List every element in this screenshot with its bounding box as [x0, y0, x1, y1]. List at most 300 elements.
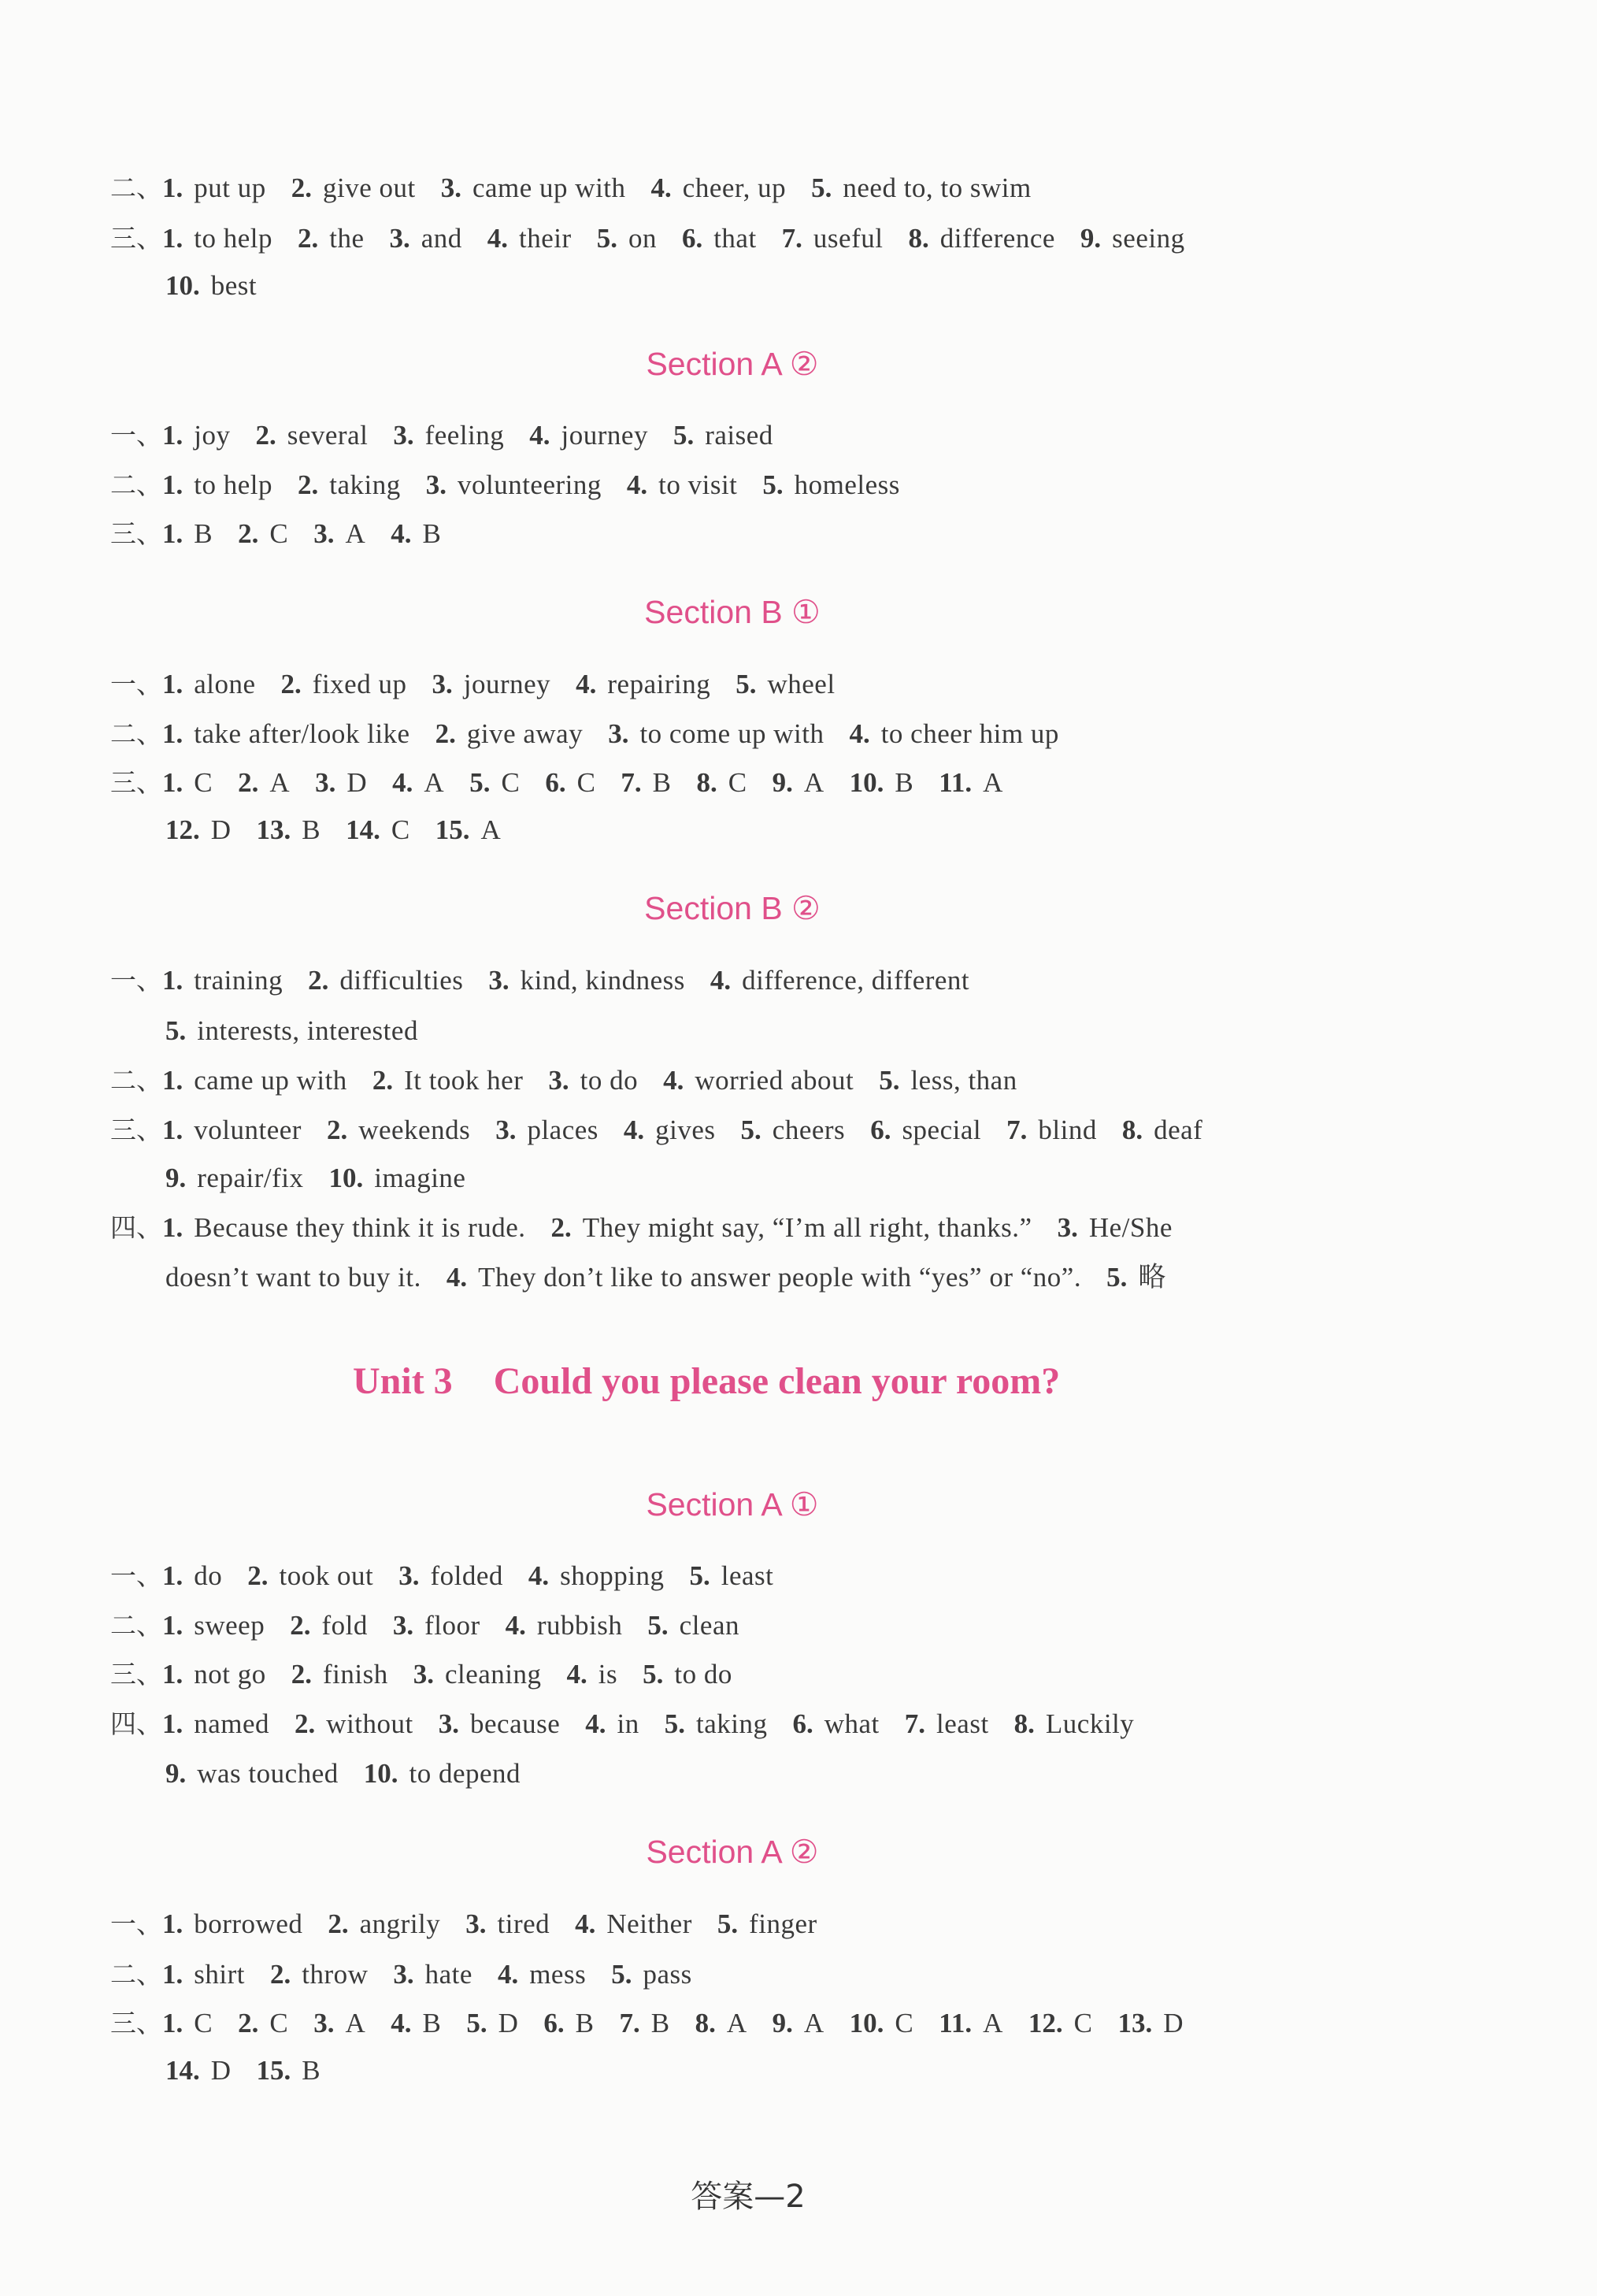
section-heading: Section B ②	[644, 890, 821, 926]
question-number: 2.	[291, 1659, 312, 1690]
question-number: 5.	[879, 1065, 900, 1096]
answer-line	[110, 1112, 1503, 1148]
part-marker: 四、	[110, 1212, 162, 1243]
part-marker: 三、	[110, 223, 162, 254]
question-number: 3.	[389, 223, 410, 254]
answer-text: clean	[679, 1610, 739, 1641]
question-number: 3.	[465, 1908, 487, 1939]
answer-text: borrowed	[194, 1908, 303, 1939]
answer-text: shirt	[194, 1959, 245, 1990]
answer-text: B	[302, 2055, 321, 2086]
question-number: 5.	[811, 172, 832, 203]
question-number: 2.	[255, 420, 276, 451]
question-number: 3.	[488, 965, 509, 996]
answer-text: C	[895, 2008, 914, 2038]
part-marker: 二、	[110, 718, 162, 749]
question-number: 4.	[497, 1959, 519, 1990]
answer-line	[110, 221, 1503, 257]
question-number: 8.	[696, 767, 717, 798]
question-number: 5.	[469, 767, 491, 798]
answer-text: because	[470, 1708, 561, 1739]
question-number: 1.	[162, 1908, 183, 1939]
answer-text: B	[895, 767, 914, 798]
part-marker: 三、	[110, 767, 162, 798]
part-marker: 一、	[110, 1908, 162, 1939]
part-marker: 一、	[110, 420, 162, 451]
question-number: 4.	[575, 1908, 596, 1939]
question-number: 5.	[165, 1015, 187, 1046]
answer-text: A	[726, 2008, 747, 2038]
answer-line	[110, 2005, 1503, 2042]
answer-text: Neither	[606, 1908, 692, 1939]
answer-text: the	[329, 223, 365, 254]
answer-text: throw	[302, 1959, 369, 1990]
answer-text: to cheer him up	[880, 718, 1059, 749]
answer-line	[110, 765, 1503, 801]
question-number: 4.	[710, 965, 732, 996]
answer-line	[110, 467, 1503, 503]
question-number: 7.	[904, 1708, 926, 1739]
question-number: 7.	[781, 223, 802, 254]
question-number: 7.	[1006, 1115, 1028, 1145]
answer-text: C	[194, 2008, 213, 2038]
question-number: 1.	[162, 1212, 183, 1243]
answer-text: places	[527, 1115, 598, 1145]
question-number: 10.	[849, 2008, 884, 2038]
answer-text: difference, different	[742, 965, 970, 996]
answer-text: that	[713, 223, 757, 254]
question-number: 4.	[505, 1610, 526, 1641]
answer-text: fixed up	[312, 669, 407, 699]
answer-text: A	[424, 767, 445, 798]
question-number: 12.	[1028, 2008, 1063, 2038]
answer-text: need to, to swim	[843, 172, 1032, 203]
question-number: 4.	[623, 1115, 645, 1145]
unit-title-text: Could you please clean your room?	[493, 1360, 1061, 1402]
question-number: 11.	[939, 2008, 973, 2038]
part-marker: 一、	[110, 1560, 162, 1591]
answer-text: less, than	[910, 1065, 1017, 1096]
question-number: 1.	[162, 469, 183, 500]
question-number: 1.	[162, 1560, 183, 1591]
question-number: 14.	[165, 2055, 200, 2086]
question-number: 4.	[391, 2008, 412, 2038]
section-heading: Section B ①	[644, 594, 821, 630]
question-number: 3.	[392, 1610, 414, 1641]
question-number: 2.	[550, 1212, 572, 1243]
answer-text: C	[576, 767, 596, 798]
question-number: 3.	[438, 1708, 459, 1739]
answer-text: interests, interested	[197, 1015, 418, 1046]
answer-text: several	[287, 420, 369, 451]
question-number: 2.	[238, 518, 259, 549]
question-number: 5.	[647, 1610, 669, 1641]
answer-line	[110, 1210, 1503, 1246]
answer-line-continued	[165, 1756, 1503, 1792]
question-number: 4.	[528, 1560, 550, 1591]
answer-text: shopping	[560, 1560, 665, 1591]
answer-text: cleaning	[444, 1659, 542, 1690]
question-number: 2.	[238, 2008, 259, 2038]
question-number: 4.	[529, 420, 550, 451]
part-marker: 三、	[110, 1115, 162, 1145]
answer-line-continued	[165, 2053, 1503, 2089]
answer-text: took out	[279, 1560, 374, 1591]
question-number: 6.	[792, 1708, 813, 1739]
answer-line-continued	[165, 1013, 1503, 1049]
question-number: 1.	[162, 669, 183, 699]
answer-text: B	[302, 814, 321, 845]
answer-text: C	[391, 814, 410, 845]
question-number: 2.	[247, 1560, 269, 1591]
answer-text: taking	[696, 1708, 768, 1739]
section-heading: Section A ①	[646, 1486, 819, 1523]
answer-line	[110, 1558, 1503, 1594]
answer-text: deaf	[1154, 1115, 1203, 1145]
part-marker: 二、	[110, 172, 162, 203]
question-number: 2.	[372, 1065, 394, 1096]
answer-text: training	[194, 965, 283, 996]
part-marker: 二、	[110, 1065, 162, 1096]
answer-text: in	[617, 1708, 639, 1739]
answer-text: Luckily	[1045, 1708, 1135, 1739]
answer-text: journey	[561, 420, 648, 451]
answer-text: special	[902, 1115, 982, 1145]
question-number: 2.	[269, 1959, 291, 1990]
question-number: 3.	[313, 2008, 335, 2038]
question-number: 7.	[619, 2008, 640, 2038]
question-number: 10.	[165, 270, 200, 301]
question-number: 4.	[487, 223, 509, 254]
question-number: 4.	[576, 669, 597, 699]
answer-text: do	[194, 1560, 223, 1591]
section-heading: Section A ②	[646, 346, 819, 382]
question-number: 4.	[626, 469, 648, 500]
question-number: 2.	[435, 718, 456, 749]
question-number: 5.	[717, 1908, 739, 1939]
question-number: 9.	[1080, 223, 1102, 254]
answer-text: sweep	[194, 1610, 265, 1641]
question-number: 10.	[363, 1758, 398, 1789]
answer-text: blind	[1038, 1115, 1097, 1145]
question-number: 3.	[432, 669, 453, 699]
question-number: 3.	[608, 718, 629, 749]
question-number: 5.	[466, 2008, 487, 2038]
answer-text: C	[1073, 2008, 1093, 2038]
answer-line-continued	[165, 268, 1503, 304]
answer-text: their	[519, 223, 572, 254]
answer-text: A	[803, 2008, 824, 2038]
answer-text: alone	[194, 669, 256, 699]
question-number: 11.	[939, 767, 973, 798]
question-number: 3.	[393, 420, 414, 451]
question-number: 2.	[328, 1908, 349, 1939]
answer-text: 略	[1138, 1262, 1166, 1293]
answer-text: B	[194, 518, 213, 549]
answer-text: repairing	[607, 669, 711, 699]
answer-text: B	[652, 767, 672, 798]
answer-text: repair/fix	[197, 1163, 304, 1193]
question-number: 4.	[566, 1659, 587, 1690]
answer-text: to come up with	[639, 718, 824, 749]
question-number: 1.	[162, 518, 183, 549]
answer-text: cheers	[772, 1115, 846, 1145]
answer-text: journey	[463, 669, 551, 699]
answer-text: A	[803, 767, 824, 798]
answer-text: rubbish	[536, 1610, 623, 1641]
question-number: 3.	[413, 1659, 434, 1690]
answer-text: C	[269, 2008, 289, 2038]
part-marker: 三、	[110, 518, 162, 549]
answer-text: A	[983, 2008, 1003, 2038]
question-number: 3.	[1057, 1212, 1078, 1243]
answer-line	[110, 1063, 1503, 1099]
question-number: 10.	[328, 1163, 364, 1193]
answer-line	[110, 666, 1503, 703]
answer-text: gives	[655, 1115, 716, 1145]
answer-text: put up	[194, 172, 266, 203]
answer-text: A	[345, 2008, 366, 2038]
answer-text: volunteering	[457, 469, 602, 500]
answer-text: A	[269, 767, 291, 798]
question-number: 5.	[596, 223, 617, 254]
answer-text: B	[422, 2008, 442, 2038]
part-marker: 一、	[110, 965, 162, 996]
answer-text: give out	[322, 172, 416, 203]
answer-text: fold	[321, 1610, 368, 1641]
question-number: 13.	[1117, 2008, 1153, 2038]
answer-line-continued	[165, 1160, 1503, 1196]
question-number: 2.	[238, 767, 259, 798]
question-number: 6.	[543, 2008, 565, 2038]
question-number: 3.	[398, 1560, 420, 1591]
question-number: 5.	[673, 420, 695, 451]
question-number: 1.	[162, 1115, 183, 1145]
question-number: 7.	[621, 767, 642, 798]
question-number: 14.	[346, 814, 380, 845]
answer-text: A	[983, 767, 1003, 798]
answer-text: to visit	[658, 469, 738, 500]
answer-text: B	[422, 518, 442, 549]
answer-text: mess	[529, 1959, 587, 1990]
question-number: 2.	[308, 965, 329, 996]
question-number: 15.	[256, 2055, 291, 2086]
answer-line	[110, 170, 1503, 206]
question-number: 4.	[391, 518, 412, 549]
question-number: 12.	[165, 814, 200, 845]
answer-text: pass	[643, 1959, 692, 1990]
question-number: 1.	[162, 1065, 183, 1096]
answer-text: They don’t like to answer people with “yes” or “no”.	[478, 1262, 1082, 1293]
question-number: 1.	[162, 172, 183, 203]
answer-text: cheer, up	[682, 172, 787, 203]
answer-text: named	[194, 1708, 270, 1739]
part-marker: 三、	[110, 1659, 162, 1690]
question-number: 3.	[495, 1115, 517, 1145]
question-number: 2.	[295, 1708, 316, 1739]
answer-text: came up with	[194, 1065, 347, 1096]
answer-text: best	[210, 270, 258, 301]
answer-text: seeing	[1112, 223, 1185, 254]
answer-text: Because they think it is rude.	[194, 1212, 526, 1243]
answer-text: tired	[497, 1908, 550, 1939]
question-number: 3.	[393, 1959, 414, 1990]
answer-text: take after/look like	[194, 718, 410, 749]
answer-text: C	[501, 767, 521, 798]
answer-line	[110, 1608, 1503, 1644]
answer-text: least	[936, 1708, 989, 1739]
question-number: 4.	[446, 1262, 468, 1293]
page-footer: 答案—2	[691, 2179, 806, 2215]
question-number: 4.	[585, 1708, 606, 1739]
answer-text: A	[345, 518, 366, 549]
question-number: 1.	[162, 718, 183, 749]
question-number: 5.	[643, 1659, 664, 1690]
answer-text: weekends	[358, 1115, 471, 1145]
answer-line	[110, 417, 1503, 454]
answer-text: He/She	[1088, 1212, 1173, 1243]
answer-text: D	[210, 2055, 232, 2086]
answer-text: homeless	[794, 469, 900, 500]
answer-text: imagine	[374, 1163, 466, 1193]
question-number: 5.	[1106, 1262, 1128, 1293]
part-marker: 一、	[110, 669, 162, 699]
question-number: 13.	[256, 814, 291, 845]
question-number: 4.	[663, 1065, 684, 1096]
answer-text: They might say, “I’m all right, thanks.”	[582, 1212, 1032, 1243]
question-number: 6.	[870, 1115, 891, 1145]
question-number: 3.	[425, 469, 446, 500]
question-number: 2.	[297, 469, 319, 500]
answer-text: on	[628, 223, 657, 254]
answer-text: raised	[705, 420, 773, 451]
answer-text: hate	[424, 1959, 472, 1990]
unit-label: Unit 3	[353, 1360, 453, 1402]
question-number: 3.	[313, 518, 335, 549]
answer-line	[110, 516, 1503, 552]
answer-text: finish	[322, 1659, 388, 1690]
question-number: 3.	[315, 767, 336, 798]
part-marker: 三、	[110, 2008, 162, 2038]
answer-text: is	[598, 1659, 618, 1690]
answer-line	[110, 716, 1503, 752]
question-number: 2.	[291, 172, 312, 203]
answer-text: D	[346, 767, 368, 798]
part-marker: 四、	[110, 1708, 162, 1739]
question-number: 9.	[165, 1758, 187, 1789]
answer-text: to help	[194, 469, 272, 500]
part-marker: 二、	[110, 469, 162, 500]
answer-text: D	[210, 814, 232, 845]
question-number: 5.	[689, 1560, 710, 1591]
question-number: 2.	[326, 1115, 348, 1145]
question-number: 8.	[1013, 1708, 1035, 1739]
answer-line	[110, 1906, 1503, 1942]
question-number: 1.	[162, 965, 183, 996]
question-number: 5.	[762, 469, 784, 500]
answer-text: feeling	[424, 420, 505, 451]
answer-text: to do	[580, 1065, 639, 1096]
answer-text: D	[1163, 2008, 1184, 2038]
part-marker: 二、	[110, 1610, 162, 1641]
answer-text: least	[721, 1560, 774, 1591]
answer-text: what	[824, 1708, 880, 1739]
answer-text: It took her	[404, 1065, 524, 1096]
question-number: 5.	[736, 669, 757, 699]
answer-line	[110, 963, 1503, 999]
answer-text: was touched	[197, 1758, 339, 1789]
answer-line-continued	[165, 1259, 1503, 1296]
answer-text: angrily	[359, 1908, 441, 1939]
question-number: 2.	[297, 223, 319, 254]
answer-text: not go	[194, 1659, 266, 1690]
question-number: 1.	[162, 1610, 183, 1641]
answer-text: B	[650, 2008, 670, 2038]
question-number: 8.	[695, 2008, 716, 2038]
answer-text: A	[480, 814, 502, 845]
question-number: 4.	[392, 767, 413, 798]
question-number: 2.	[280, 669, 302, 699]
answer-line	[110, 1656, 1503, 1693]
answer-text: to do	[674, 1659, 732, 1690]
question-number: 1.	[162, 223, 183, 254]
question-number: 5.	[740, 1115, 761, 1145]
answer-text: taking	[329, 469, 401, 500]
answer-text: difficulties	[339, 965, 464, 996]
question-number: 9.	[772, 2008, 793, 2038]
answer-text: volunteer	[194, 1115, 302, 1145]
question-number: 1.	[162, 420, 183, 451]
question-number: 4.	[650, 172, 672, 203]
answer-text: to help	[194, 223, 272, 254]
answer-text: to depend	[409, 1758, 521, 1789]
question-number: 6.	[681, 223, 703, 254]
question-number: 1.	[162, 1959, 183, 1990]
answer-text: wheel	[767, 669, 836, 699]
answer-text: floor	[424, 1610, 480, 1641]
question-number: 3.	[440, 172, 461, 203]
answer-text: doesn’t want to buy it.	[165, 1262, 421, 1293]
answer-line-continued	[165, 812, 1503, 848]
answer-text: without	[326, 1708, 413, 1739]
question-number: 4.	[849, 718, 870, 749]
question-number: 1.	[162, 1708, 183, 1739]
question-number: 2.	[290, 1610, 311, 1641]
unit-heading	[353, 1358, 1060, 1405]
question-number: 8.	[908, 223, 929, 254]
answer-text: worried about	[695, 1065, 854, 1096]
answer-text: B	[575, 2008, 595, 2038]
answer-text: came up with	[472, 172, 626, 203]
answer-text: C	[194, 767, 213, 798]
answer-text: C	[728, 767, 747, 798]
question-number: 10.	[849, 767, 884, 798]
answer-line	[110, 1957, 1503, 1993]
question-number: 3.	[548, 1065, 569, 1096]
question-number: 9.	[772, 767, 793, 798]
question-number: 1.	[162, 767, 183, 798]
answer-text: D	[498, 2008, 519, 2038]
answer-text: folded	[430, 1560, 503, 1591]
answer-text: finger	[749, 1908, 817, 1939]
question-number: 5.	[664, 1708, 685, 1739]
section-heading: Section A ②	[646, 1834, 819, 1870]
question-number: 1.	[162, 2008, 183, 2038]
answer-line	[110, 1706, 1503, 1742]
answer-text: C	[269, 518, 289, 549]
question-number: 5.	[611, 1959, 632, 1990]
question-number: 8.	[1121, 1115, 1143, 1145]
